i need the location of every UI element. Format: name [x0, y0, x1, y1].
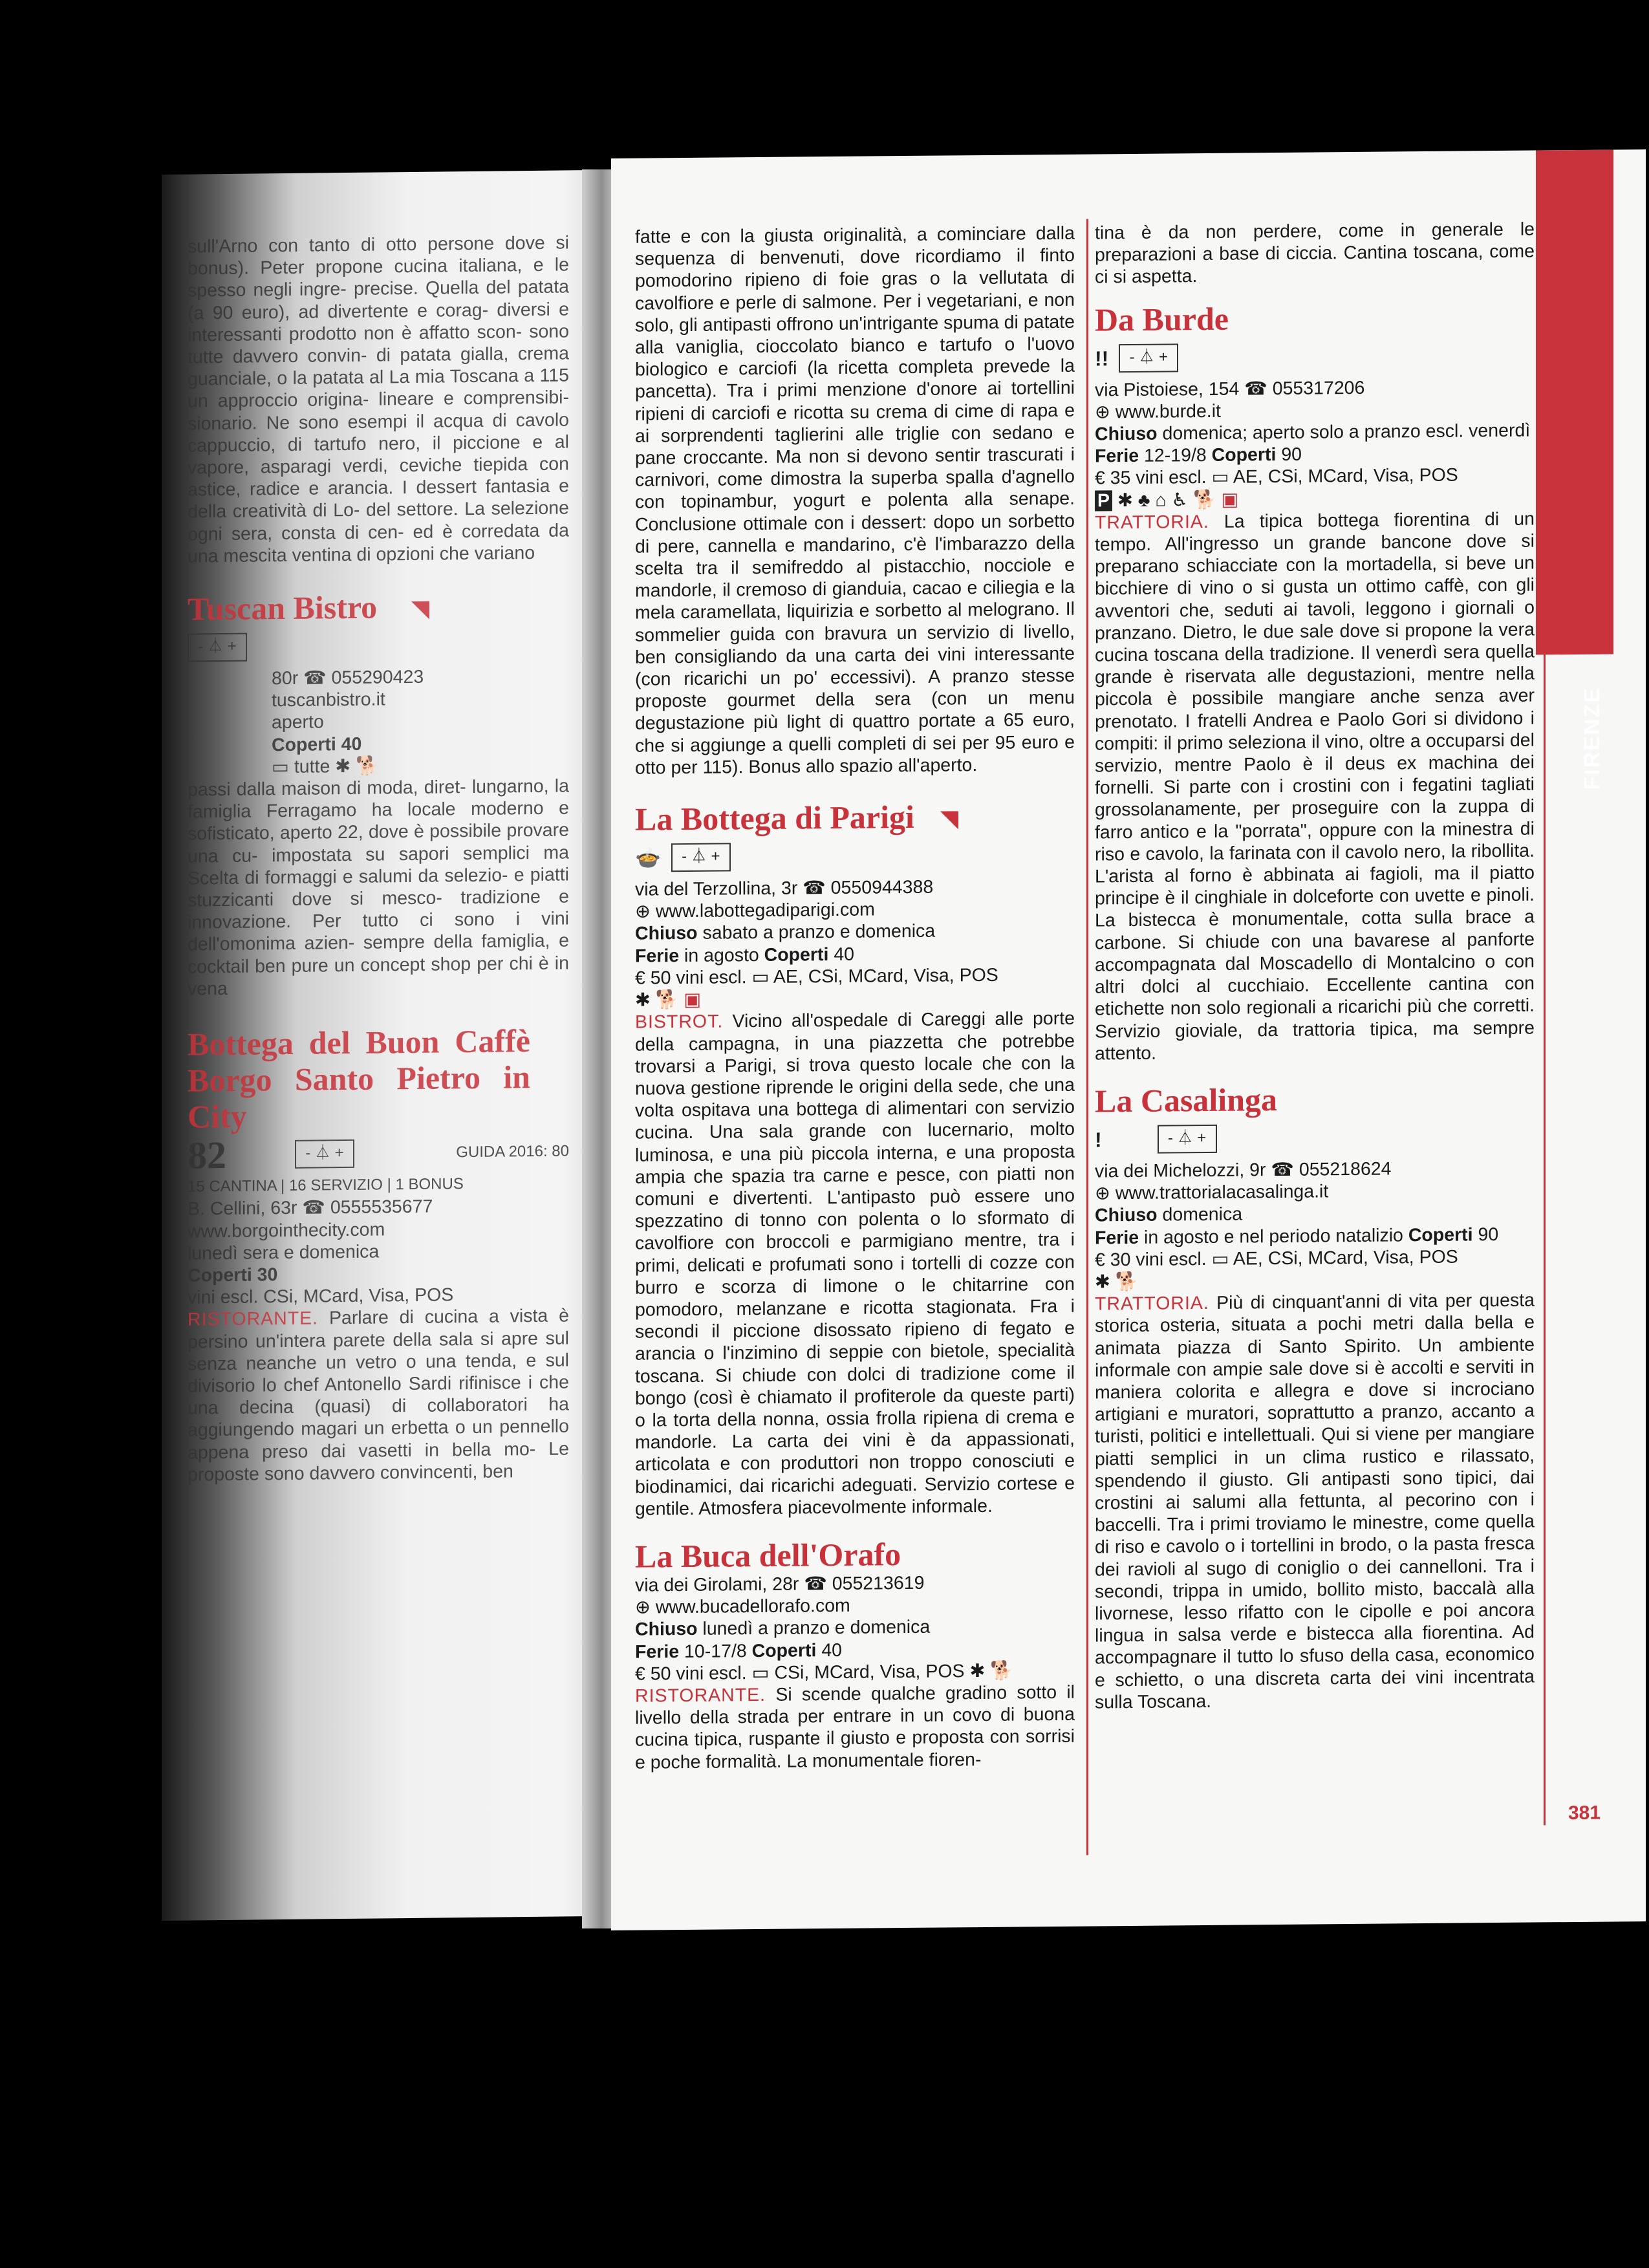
casalinga-web: ⊕ www.trattorialacasalinga.it: [1095, 1181, 1329, 1204]
dog-icon: 🐕: [655, 989, 679, 1011]
dog-icon: 🐕: [356, 755, 379, 777]
bottega-caffe-web: www.borgointhecity.com: [188, 1218, 385, 1242]
burde-closed: Chiuso domenica; aperto solo a pranzo escl. venerdì: [1095, 420, 1531, 445]
parigi-closed: Chiuso sabato a pranzo e domenica: [635, 921, 936, 945]
left-page: [162, 170, 608, 1921]
tuscan-bistro-name: Tuscan Bistro: [188, 587, 569, 627]
tree-icon: ♣: [1137, 490, 1150, 511]
burde-price: € 35 vini escl. ▭ AE, CSi, MCard, Visa, POS: [1095, 464, 1458, 489]
snowflake-icon: ✱: [335, 755, 351, 777]
parigi-name: La Bottega di Parigi: [635, 797, 1075, 837]
guida-score: GUIDA 2016: 80: [456, 1142, 569, 1161]
parigi-ferie: Ferie in agosto Coperti 40: [635, 944, 855, 967]
category-label: TRATTORIA.: [1095, 511, 1209, 534]
bottles-icon: ǃǃ: [1095, 346, 1109, 371]
parking-icon: P: [1095, 490, 1112, 511]
card-icon: ▭: [751, 966, 770, 988]
bottega-caffe-coperti: Coperti 30: [188, 1264, 278, 1286]
burde-address: via Pistoiese, 154 ☎ 055317206: [1095, 377, 1365, 401]
orafo-name: La Buca dell'Orafo: [635, 1536, 901, 1575]
left-column: [188, 232, 569, 1485]
price-gauge-icon: - ⏃ +: [1119, 343, 1178, 373]
dog-icon: 🐕: [1115, 1271, 1139, 1293]
snowflake-icon: ✱: [1117, 490, 1133, 511]
section-tab: [1536, 149, 1613, 790]
casalinga-ferie: Ferie in agosto e nel periodo natalizio Coperti 90: [1095, 1224, 1499, 1248]
parigi-icons: [635, 837, 1075, 875]
casalinga-icons: [1095, 1119, 1535, 1156]
snowflake-icon: ✱: [1095, 1271, 1110, 1293]
casalinga-name: La Casalinga: [1095, 1081, 1278, 1119]
burde-name: Da Burde: [1095, 300, 1229, 338]
parigi-address: via del Terzollina, 3r ☎ 0550944388: [635, 876, 934, 900]
column-2: [1095, 219, 1535, 1714]
bottega-caffe-text: RISTORANTE. Parlare di cucina a vista è persino un'intera parete della sala si apre sul senza neanche un vetro o una tenda, e sul divisorio lo chef Antonello Sardi rifinisce i che una decina (quasi) di collaboratori ha aggiungendo magari un erbetta o un pennello appena preso dai vasetti in bella mo- Le proposte sono davvero convincenti, ben: [188, 1305, 569, 1485]
dog-icon: 🐕: [990, 1660, 1013, 1681]
price-gauge-icon: - ⏃ +: [671, 843, 731, 872]
section-tab-label: FIRENZE: [1580, 686, 1604, 790]
orafo-price: € 50 vini escl. ▭ CSi, MCard, Visa, POS ✱ 🐕: [635, 1660, 1013, 1685]
casalinga-price: € 30 vini escl. ▭ AE, CSi, MCard, Visa, POS: [1095, 1246, 1458, 1271]
column-1: [635, 222, 1075, 1774]
burde-icons: [1095, 338, 1535, 375]
tuscan-text: passi dalla maison di moda, diret- lungarno, la famiglia Ferragamo ha locale moderno e sofisticato, aperto 22, dove è possibile provare una cu- impostata su sapori semplici ma Scelta di formaggi e salumi da selezio- e piatti stuzzicanti dove si mesco- tradizione e innovazione. Per tutto ci sono i vini dell'omonima azien- sempre della famiglia, e cocktail ben pure un concept shop per chi è in vena: [188, 775, 569, 1000]
globe-icon: ⊕: [1095, 1183, 1116, 1204]
tuscan-line1: aperto: [272, 711, 324, 733]
casalinga-closed: Chiuso domenica: [1095, 1204, 1243, 1226]
category-label: TRATTORIA.: [1095, 1293, 1209, 1315]
right-page: [611, 149, 1646, 1930]
card-icon: ▭: [272, 756, 294, 778]
bottega-caffe-closed: lunedì sera e domenica: [188, 1241, 380, 1264]
parigi-text: BISTROT. Vicino all'ospedale di Careggi alle porte della campagna, in una piazzetta che potrebbe trovarsi a Parigi, si trova questo locale che con la nuova gestione riprende le origini della sede, che una volta ospitava una bottega di alimentari con servizio cucina. Una sala grande con lucernario, molto luminosa, e una più piccola interna, e una proposta ampia che spazia tra carne e pesce, con piatti non comuni e divertenti. L'antipasto può essere uno spezzatino di tonno con polenta o lo sformato di cavolfiore con broccoli e parmigiano mentre, tra i primi, delicati e profumati sono i tortelli di cozze con burro e scorza di limone o le chitarrine con pomodoro, melanzane e ricotta stagionata. Fra i secondi il piccione disossato ripieno di fegato e arancia o l'inzimino di seppie con bietole, specialità toscana. Si chiude con dolci di tradizione come il bongo (così è chiamato il profiterole da queste parti) o la torta della nonna, ossia frolla ripiena di crema e mandorle. La carta dei vini è da appassionati, articolata e con produttori non troppo conosciuti e biodinamici, dai ricarichi adeguati. Servizio cortese e gentile. Atmosfera piacevolmente informale.: [635, 1008, 1075, 1520]
parigi-web: ⊕ www.labottegadiparigi.com: [635, 899, 875, 922]
col2-intro: tina è da non perdere, come in generale le preparazioni a base di ciccia. Cantina toscana, come ci si aspetta.: [1095, 219, 1535, 288]
globe-icon: ⊕: [635, 1597, 656, 1618]
snowflake-icon: ✱: [969, 1660, 986, 1681]
score: 82: [188, 1133, 226, 1177]
card-icon: ▭: [1211, 467, 1229, 488]
left-top-text: sull'Arno con tanto di otto persone dove si bonus). Peter propone cucina italiana, e le spesso negli ingre- precise. Quella del patata (a 90 euro), ad divertente e corag- diversi e interessanti prodotto non è affatto scon- sono tutte davvero convin- di patata gialla, crema guanciale, o la patata al La mia Toscana a 115 un approccio origina- lineare e comprensibi- sionario. Ne sono esempi il acqua di cavolo cappuccio, di tartufo nero, il piccione e al vapore, asparagi verdi, ceviche tiepida con astice, radice e arancia. I dessert fantasia e della creatività di Lo- del settore. La selezione ogni sera, consta di cen- ed è corredata da una mescita ventina di opzioni che variano: [188, 232, 569, 567]
terrace-icon: ⌂: [1155, 490, 1167, 511]
scores-line: 15 CANTINA | 16 SERVIZIO | 1 BONUS: [188, 1175, 464, 1196]
burde-text: TRATTORIA. La tipica bottega fiorentina di un tempo. All'ingresso un grande bancone dove si preparano schiacciate con la mortadella, si beve un bicchiere di vino o si gusta un ottimo caffè, con gli avventori che, seduti ai tavoli, leggono i giornali o pranzano. Dietro, le due sale dove si propone la vera cucina toscana della tradizione. Il venerdì sera quella grande è riservata alle degustazioni, mentre nella piccola è possibile mangiare anche senza aver prenotato. I fratelli Andrea e Paolo Gori si dividono i compiti: il primo seleziona il vino, oltre a occuparsi del servizio, mentre Paolo è il deus ex machina dei fornelli. Si parte con i crostini con i fegatini tagliati grossolanamente, per proseguire con la zuppa di farro antico e la "porrata", oppure con la minestra di riso e cavolo, la farinata con il cavolo nero, la ribollita. L'arista al forno è abbinata ai fagioli, ma il piatto principe è il cinghiale in dolceforte con uvette e pinoli. La bistecca è monumentale, cotta sulla brace a carbone. Si chiude con una bavarese al panforte accompagnata dal Moscadello di Montalcino o con altri dolci al cucchiaio. Eccellente cantina con etichette non solo regionali a ricarichi più che corretti. Servizio gioviale, da trattoria tipica, ma sempre attento.: [1095, 508, 1535, 1064]
page-number: 381: [1568, 1802, 1601, 1824]
bottega-caffe-cards: vini escl. CSi, MCard, Visa, POS: [188, 1284, 454, 1308]
corner-marker-icon: [940, 811, 958, 829]
orafo-ferie: Ferie 10-17/8 Coperti 40: [635, 1639, 843, 1663]
globe-icon: ⊕: [635, 901, 656, 922]
card-icon: ▭: [751, 1662, 770, 1683]
parigi-price: € 50 vini escl. ▭ AE, CSi, MCard, Visa, POS: [635, 964, 998, 989]
bottega-caffe-name: Bottega del Buon Caffè Borgo Santo Pietro in City: [188, 1022, 530, 1135]
burde-ferie: Ferie 12-19/8 Coperti 90: [1095, 444, 1302, 467]
bottega-caffe-icons: [188, 1133, 569, 1177]
orafo-web: ⊕ www.bucadellorafo.com: [635, 1595, 850, 1618]
bottle-icon: ǃ: [1095, 1128, 1102, 1152]
dog-icon: 🐕: [1193, 489, 1216, 510]
tuscan-icons: [188, 627, 569, 664]
burde-web: ⊕ www.burde.it: [1095, 400, 1221, 423]
card-icon: ▭: [1211, 1248, 1229, 1269]
price-gauge-icon: - ⏃ +: [1158, 1125, 1217, 1154]
column-divider: [1086, 219, 1088, 1855]
pot-icon: 🍲: [635, 846, 661, 870]
category-label: RISTORANTE.: [188, 1308, 319, 1330]
orafo-text: RISTORANTE. Si scende qualche gradino sotto il livello della strada per entrare in un covo di buona cucina tipica, ruspante il giusto e proposta con sorrisi e poche formalità. La monumentale fioren-: [635, 1681, 1075, 1773]
wheelchair-icon: ♿: [1171, 489, 1189, 511]
corner-marker-icon: [411, 601, 429, 619]
bottega-caffe-address: B. Cellini, 63r ☎ 0555535677: [188, 1196, 433, 1220]
casalinga-text: TRATTORIA. Più di cinquant'anni di vita per questa storica osteria, situata a pochi metri dalla bella e animata piazza di Santo Spirito. Un ambiente informale con ampie sale dove si è accolti e serviti in maniera colorita e allegra e dove si incrociano artigiani e muratori, soprattutto a pranzo, accanto a turisti, politici e intellettuali. Qui si viene per mangiare piatti semplici in un clima rustico e rilassato, spendendo il giusto. Gli antipasti sono tipici, dai crostini ai salumi alla fettunta, al pecorino con i baccelli. Tra i primi troviamo le minestre, come quella di riso e cavolo o i tortellini in brodo, o la pasta fresca dei ravioli al sugo di coniglio o dei cannelloni. Tra i secondi, trippa in umido, bollito misto, baccalà alla livornese, lesso rifatto con le cipolle e poi ancora lingua in salsa verde e bistecca alla fiorentina. Ad accompagnare il tutto lo sfuso della casa, economico e schietto, o una discreta carta dei vini incentrata sulla Toscana.: [1095, 1290, 1535, 1713]
price-gauge-icon: - ⏃ +: [295, 1139, 354, 1169]
wine-icon: ▣: [1221, 489, 1239, 510]
casalinga-address: via dei Michelozzi, 9r ☎ 055218624: [1095, 1158, 1392, 1182]
orafo-address: via dei Girolami, 28r ☎ 055213619: [635, 1572, 925, 1596]
category-label: BISTROT.: [635, 1011, 724, 1033]
col1-intro: fatte e con la giusta originalità, a cominciare dalla sequenza di benvenuti, dove ricordiamo il finto pomodorino ripieno di foie gras o la vellutata di cavolfiore e perle di salmone. Per i vegetariani, e non solo, gli antipasti offrono un'intrigante spuma di patate alla vaniglia, cioccolato bianco e tartufo o l'uovo biologico e carciofi (la ricetta completa prevede la pancetta). Tra i primi menzione d'onore ai tortellini ripieni di carciofi e ricotta su crema di cime di rapa e ai sorprendenti taglierini alle triglie con sedano e pane croccante. Ma non si devono sentir trascurati i carnivori, come dimostra la superba spalla d'agnello con topinambur, yogurt e polenta alla senape. Conclusione ottimale con i dessert: dopo un sorbetto di pere, cannella e mandarino, c'è l'imbarazzo della scelta tra il semifreddo al pistacchio, nocciole e mandorle, il cremoso di gianduia, cacao e ciliegia e la mela caramellata, liquirizia e sorbetto al melograno. Il sommelier guida con bravura un servizio di livello, ben consigliando da una carta dei vini interessante (con ricarichi un po' eccessivi). A pranzo stesse proposte gourmet della sera (con un menu degustazione più light di quattro portate a 65 euro, che si aggiunge a quelli completi di sei per 95 euro e otto per 115). Bonus allo spazio all'aperto.: [635, 222, 1075, 779]
snowflake-icon: ✱: [635, 989, 651, 1011]
tuscan-web: tuscanbistro.it: [272, 689, 385, 711]
orafo-closed: Chiuso lunedì a pranzo e domenica: [635, 1617, 931, 1641]
tuscan-coperti: Coperti 40: [272, 733, 362, 755]
wine-icon: ▣: [684, 989, 702, 1011]
price-gauge-icon: - ⏃ +: [188, 633, 247, 662]
globe-icon: ⊕: [1095, 402, 1116, 423]
tuscan-cards: ▭ tutte ✱ 🐕: [272, 755, 379, 778]
category-label: RISTORANTE.: [635, 1684, 766, 1707]
tuscan-phone: 80r ☎ 055290423: [272, 666, 424, 689]
